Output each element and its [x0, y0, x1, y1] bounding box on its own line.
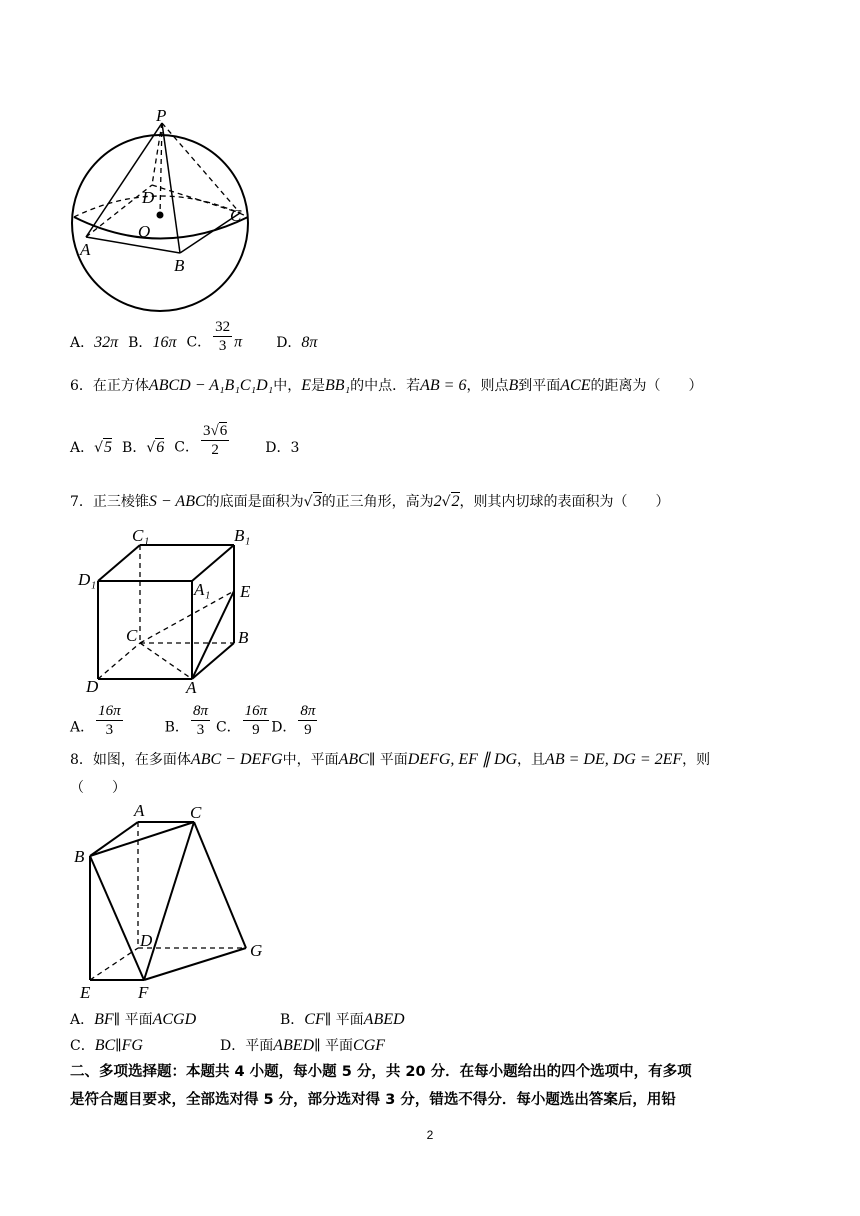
label-b: B: [238, 628, 249, 647]
q8-stem-cont: （ ）: [70, 780, 126, 796]
q8-option-d: D．平面ABED∥ 平面CGF: [220, 1037, 386, 1054]
q6-option-b: B．√6: [122, 438, 165, 456]
label-b: B: [74, 847, 85, 866]
q5-option-c: C． $\frac{32}{3}$ π: [186, 319, 243, 354]
label-g: G: [250, 941, 263, 960]
q5-option-a: A．32π: [70, 333, 119, 351]
q5-option-b: B．16π: [128, 333, 177, 351]
q6-option-a: A．√5: [70, 438, 113, 456]
label-f: F: [138, 983, 149, 1002]
q7-options: [70, 703, 329, 739]
q8-option-c: C．BC∥FG: [70, 1037, 143, 1054]
q7-option-d: D． $\frac{8\pi}{9}$: [271, 703, 316, 738]
page-number: 2: [426, 1128, 434, 1142]
label-a1: A₁: [194, 580, 211, 599]
label-c: C: [190, 803, 202, 822]
q7-option-c: C． $\frac{16\pi}{9}$: [215, 703, 268, 738]
q8-option-a: A．BF∥ 平面ACGD: [70, 1011, 197, 1028]
label-b: B: [174, 256, 185, 275]
cube-figure: [76, 525, 266, 700]
sphere-figure: [66, 105, 266, 320]
q7-option-b: B． $\frac{8\pi}{3}$: [164, 703, 208, 738]
q5-options: [70, 319, 327, 355]
label-d1: D₁: [78, 570, 97, 589]
label-p: P: [156, 106, 167, 125]
q6-stem: 6．在正方体ABCD − A₁B₁C₁D₁中，E是BB₁的中点．若AB = 6，则点B到平面ACE的距离为（ ）: [70, 377, 703, 394]
label-e: E: [240, 582, 251, 601]
label-d: D: [142, 188, 155, 207]
q6-options: [70, 423, 309, 459]
label-d: D: [140, 931, 153, 950]
q8-options-row1: [70, 1010, 415, 1030]
label-a: A: [80, 240, 91, 259]
label-d: D: [86, 677, 99, 696]
section2-line2: 是符合题目要求，全部选对得 5 分，部分选对得 3 分，错选不得分．每小题选出答案后，用铅: [70, 1092, 676, 1108]
q5-option-d: D．8π: [276, 333, 318, 351]
label-c: C: [126, 626, 138, 645]
q8-option-b: B．CF∥ 平面ABED: [280, 1011, 405, 1028]
label-a: A: [186, 678, 197, 697]
polyhedron-figure: [72, 800, 272, 1005]
q7-option-a: A． $\frac{16\pi}{3}$: [70, 703, 121, 738]
q7-stem: 7．正三棱锥S − ABC的底面是面积为√3的正三角形，高为2√2，则其内切球的表面积为（ ）: [70, 493, 670, 510]
label-o: O: [138, 222, 151, 241]
q6-option-c: C． $\frac{3√6}{2}$: [174, 423, 228, 458]
label-c: C: [230, 206, 242, 225]
q6-option-d: D．3: [265, 439, 300, 456]
label-b1: B₁: [234, 526, 251, 545]
label-a: A: [134, 801, 145, 820]
label-c1: C₁: [132, 526, 150, 545]
section2-line1: 二、多项选择题：本题共 4 小题，每小题 5 分，共 20 分．在每小题给出的四个选项中，有多项: [70, 1064, 692, 1080]
q8-stem: 8．如图，在多面体ABC − DEFG中，平面ABC∥ 平面DEFG, EF ∥ DG，且AB = DE, DG = 2EF，则: [70, 751, 711, 768]
label-e: E: [80, 983, 91, 1002]
q8-options-row2: [70, 1036, 395, 1056]
